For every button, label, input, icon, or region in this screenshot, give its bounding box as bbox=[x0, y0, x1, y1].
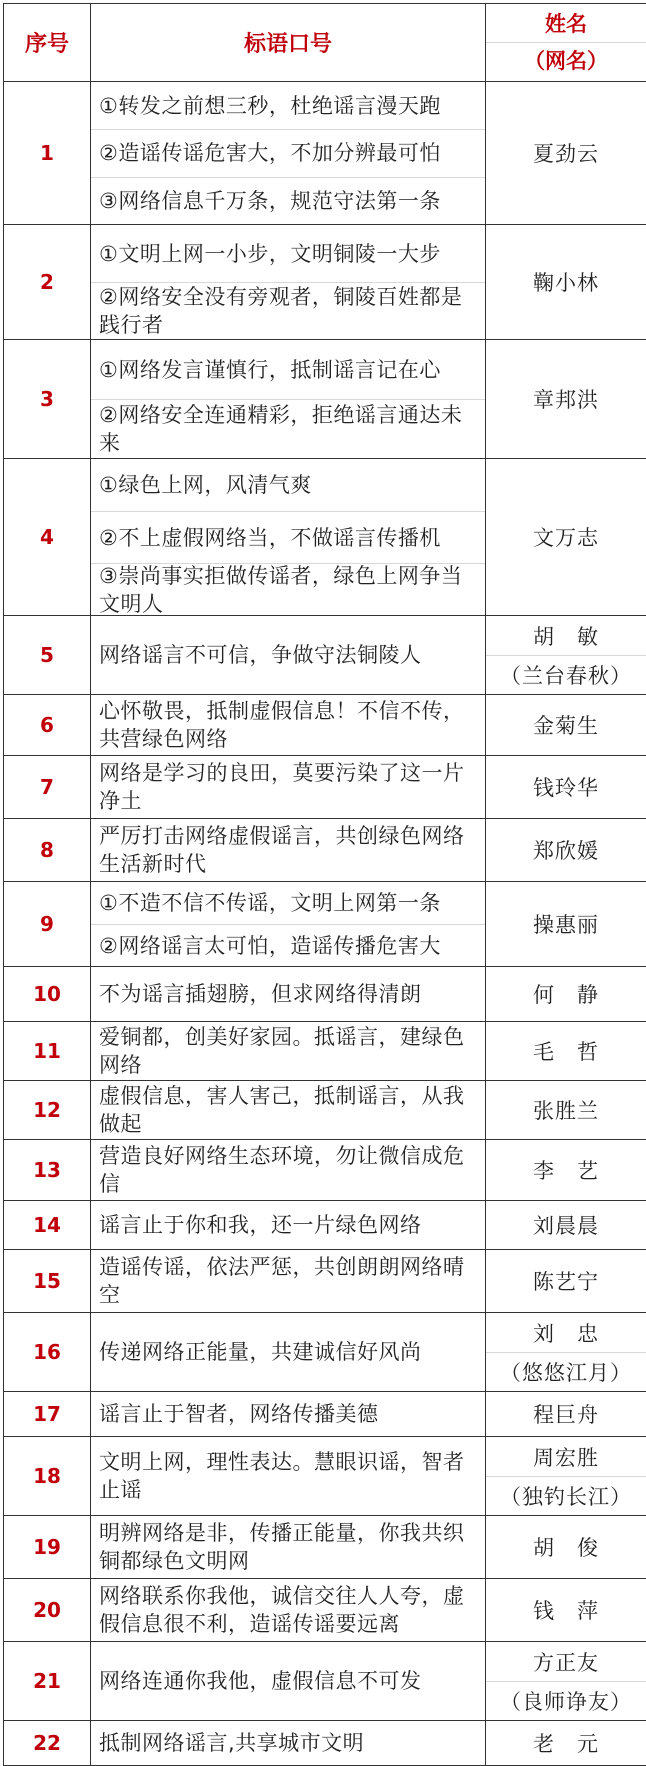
slogan-line: 文明上网，理性表达。慧眼识谣，智者止谣 bbox=[91, 1437, 485, 1515]
table-row bbox=[4, 459, 646, 616]
slogan-line: ③网络信息千万条，规范守法第一条 bbox=[91, 177, 485, 224]
author-netname: （良师诤友） bbox=[486, 1681, 646, 1720]
slogan-cell bbox=[91, 1392, 486, 1437]
slogan-line: 爱铜都，创美好家园。抵谣言，建绿色网络 bbox=[91, 1022, 485, 1080]
author-name: 李 艺 bbox=[486, 1140, 646, 1200]
row-number: 4 bbox=[4, 459, 91, 616]
slogan-line: 网络连通你我他，虚假信息不可发 bbox=[91, 1642, 485, 1720]
author-name: 金菊生 bbox=[486, 695, 646, 755]
slogan-line: 网络谣言不可信，争做守法铜陵人 bbox=[91, 616, 485, 694]
author-name: 文万志 bbox=[486, 459, 646, 615]
row-number: 20 bbox=[4, 1579, 91, 1642]
slogan-line: ①文明上网一小步，文明铜陵一大步 bbox=[91, 225, 485, 282]
name-cell bbox=[486, 695, 646, 756]
author-name: 张胜兰 bbox=[486, 1081, 646, 1139]
slogan-cell bbox=[91, 967, 486, 1022]
row-number: 11 bbox=[4, 1022, 91, 1081]
name-cell bbox=[486, 1437, 646, 1516]
name-cell bbox=[486, 1642, 646, 1721]
slogan-line: ①网络发言谨慎行，抵制谣言记在心 bbox=[91, 340, 485, 399]
row-number: 8 bbox=[4, 819, 91, 882]
slogan-cell bbox=[91, 1579, 486, 1642]
row-number: 19 bbox=[4, 1516, 91, 1579]
table-row bbox=[4, 1250, 646, 1313]
slogan-line: 网络联系你我他，诚信交往人人夸，虚假信息很不利，造谣传谣要远离 bbox=[91, 1579, 485, 1641]
row-number: 7 bbox=[4, 756, 91, 819]
header-slogan: 标语口号 bbox=[91, 4, 486, 82]
row-number: 5 bbox=[4, 616, 91, 695]
slogan-table bbox=[3, 3, 646, 1766]
row-number: 9 bbox=[4, 882, 91, 967]
header-no: 序号 bbox=[4, 4, 91, 82]
slogan-cell bbox=[91, 695, 486, 756]
slogan-line: ①转发之前想三秒，杜绝谣言漫天跑 bbox=[91, 82, 485, 129]
name-cell bbox=[486, 967, 646, 1022]
name-cell bbox=[486, 1022, 646, 1081]
name-cell bbox=[486, 1250, 646, 1313]
author-name: 陈艺宁 bbox=[486, 1250, 646, 1312]
slogan-cell bbox=[91, 1313, 486, 1392]
author-name: 钱玲华 bbox=[486, 756, 646, 818]
slogan-cell bbox=[91, 756, 486, 819]
slogan-line: 网络是学习的良田，莫要污染了这一片净土 bbox=[91, 756, 485, 818]
row-number: 16 bbox=[4, 1313, 91, 1392]
name-cell bbox=[486, 1392, 646, 1437]
slogan-cell bbox=[91, 1721, 486, 1766]
slogan-cell bbox=[91, 882, 486, 967]
slogan-cell bbox=[91, 819, 486, 882]
row-number: 21 bbox=[4, 1642, 91, 1721]
header-row bbox=[4, 4, 646, 82]
name-cell bbox=[486, 1516, 646, 1579]
table-row bbox=[4, 1642, 646, 1721]
author-name: 夏劲云 bbox=[486, 82, 646, 224]
author-name: 操惠丽 bbox=[486, 882, 646, 966]
slogan-line: 虚假信息，害人害己，抵制谣言，从我做起 bbox=[91, 1081, 485, 1139]
slogan-line: 谣言止于你和我，还一片绿色网络 bbox=[91, 1201, 485, 1249]
slogan-line: ①绿色上网，风清气爽 bbox=[91, 459, 485, 511]
slogan-cell bbox=[91, 1250, 486, 1313]
author-name: 周宏胜 bbox=[486, 1437, 646, 1476]
slogan-line: ①不造不信不传谣，文明上网第一条 bbox=[91, 882, 485, 924]
table-row bbox=[4, 1081, 646, 1140]
author-name: 毛 哲 bbox=[486, 1022, 646, 1080]
table-row bbox=[4, 1022, 646, 1081]
row-number: 13 bbox=[4, 1140, 91, 1201]
table-row bbox=[4, 1201, 646, 1250]
slogan-line: 明辨网络是非，传播正能量，你我共织铜都绿色文明网 bbox=[91, 1516, 485, 1578]
table-row bbox=[4, 819, 646, 882]
slogan-cell bbox=[91, 340, 486, 459]
table-row bbox=[4, 967, 646, 1022]
table-row bbox=[4, 1579, 646, 1642]
table-row bbox=[4, 756, 646, 819]
table-row bbox=[4, 1721, 646, 1766]
author-name: 章邦洪 bbox=[486, 340, 646, 458]
row-number: 12 bbox=[4, 1081, 91, 1140]
slogan-line: ②造谣传谣危害大，不加分辨最可怕 bbox=[91, 129, 485, 176]
table-row bbox=[4, 1140, 646, 1201]
slogan-cell bbox=[91, 1516, 486, 1579]
slogan-line: ②不上虚假网络当，不做谣言传播机 bbox=[91, 511, 485, 563]
author-name: 何 静 bbox=[486, 967, 646, 1021]
name-cell bbox=[486, 1140, 646, 1201]
slogan-line: ②网络安全没有旁观者，铜陵百姓都是践行者 bbox=[91, 282, 485, 339]
slogan-cell bbox=[91, 1022, 486, 1081]
slogan-line: ③崇尚事实拒做传谣者，绿色上网争当文明人 bbox=[91, 563, 485, 615]
table-body bbox=[4, 82, 646, 1766]
author-name: 程巨舟 bbox=[486, 1392, 646, 1436]
name-cell bbox=[486, 340, 646, 459]
row-number: 6 bbox=[4, 695, 91, 756]
table-row bbox=[4, 1313, 646, 1392]
author-netname: （悠悠江月） bbox=[486, 1352, 646, 1391]
name-cell bbox=[486, 616, 646, 695]
author-name: 胡 敏 bbox=[486, 616, 646, 655]
table-row bbox=[4, 1437, 646, 1516]
slogan-cell bbox=[91, 616, 486, 695]
slogan-cell bbox=[91, 1201, 486, 1250]
slogan-line: 不为谣言插翅膀，但求网络得清朗 bbox=[91, 967, 485, 1021]
author-name: 胡 俊 bbox=[486, 1516, 646, 1578]
slogan-line: 抵制网络谣言,共享城市文明 bbox=[91, 1721, 485, 1765]
table-row bbox=[4, 82, 646, 225]
author-name: 鞠小林 bbox=[486, 225, 646, 339]
row-number: 3 bbox=[4, 340, 91, 459]
table-row bbox=[4, 882, 646, 967]
author-name: 郑欣媛 bbox=[486, 819, 646, 881]
author-name: 刘晨晨 bbox=[486, 1201, 646, 1249]
name-cell bbox=[486, 1721, 646, 1766]
name-cell bbox=[486, 756, 646, 819]
row-number: 10 bbox=[4, 967, 91, 1022]
author-netname: （独钓长江） bbox=[486, 1476, 646, 1515]
slogan-cell bbox=[91, 459, 486, 616]
row-number: 22 bbox=[4, 1721, 91, 1766]
slogan-cell bbox=[91, 1437, 486, 1516]
row-number: 1 bbox=[4, 82, 91, 225]
slogan-line: 心怀敬畏，抵制虚假信息！不信不传，共营绿色网络 bbox=[91, 695, 485, 755]
table-row bbox=[4, 1516, 646, 1579]
author-name: 方正友 bbox=[486, 1642, 646, 1681]
author-name: 钱 萍 bbox=[486, 1579, 646, 1641]
table-row bbox=[4, 616, 646, 695]
row-number: 2 bbox=[4, 225, 91, 340]
name-cell bbox=[486, 1313, 646, 1392]
header-name: 姓名 bbox=[486, 6, 646, 42]
row-number: 15 bbox=[4, 1250, 91, 1313]
name-cell bbox=[486, 1081, 646, 1140]
row-number: 14 bbox=[4, 1201, 91, 1250]
slogan-cell bbox=[91, 1140, 486, 1201]
slogan-cell bbox=[91, 82, 486, 225]
name-cell bbox=[486, 819, 646, 882]
slogan-line: 造谣传谣，依法严惩，共创朗朗网络晴空 bbox=[91, 1250, 485, 1312]
name-cell bbox=[486, 882, 646, 967]
table-row bbox=[4, 225, 646, 340]
slogan-line: 谣言止于智者，网络传播美德 bbox=[91, 1392, 485, 1436]
slogan-cell bbox=[91, 1642, 486, 1721]
table-row bbox=[4, 340, 646, 459]
name-cell bbox=[486, 1201, 646, 1250]
author-netname: （兰台春秋） bbox=[486, 655, 646, 694]
table-row bbox=[4, 695, 646, 756]
row-number: 18 bbox=[4, 1437, 91, 1516]
name-cell bbox=[486, 459, 646, 616]
author-name: 刘 忠 bbox=[486, 1313, 646, 1352]
slogan-line: ②网络安全连通精彩，拒绝谣言通达未来 bbox=[91, 399, 485, 458]
slogan-line: 严厉打击网络虚假谣言，共创绿色网络生活新时代 bbox=[91, 819, 485, 881]
table-row bbox=[4, 1392, 646, 1437]
slogan-cell bbox=[91, 1081, 486, 1140]
name-cell bbox=[486, 225, 646, 340]
slogan-line: 传递网络正能量，共建诚信好风尚 bbox=[91, 1313, 485, 1391]
row-number: 17 bbox=[4, 1392, 91, 1437]
header-netname: （网名） bbox=[486, 42, 646, 79]
slogan-line: 营造良好网络生态环境，勿让微信成危信 bbox=[91, 1140, 485, 1200]
name-cell bbox=[486, 1579, 646, 1642]
name-cell bbox=[486, 82, 646, 225]
slogan-line: ②网络谣言太可怕，造谣传播危害大 bbox=[91, 924, 485, 966]
slogan-cell bbox=[91, 225, 486, 340]
author-name: 老 元 bbox=[486, 1721, 646, 1765]
header-name-cell bbox=[486, 4, 646, 82]
